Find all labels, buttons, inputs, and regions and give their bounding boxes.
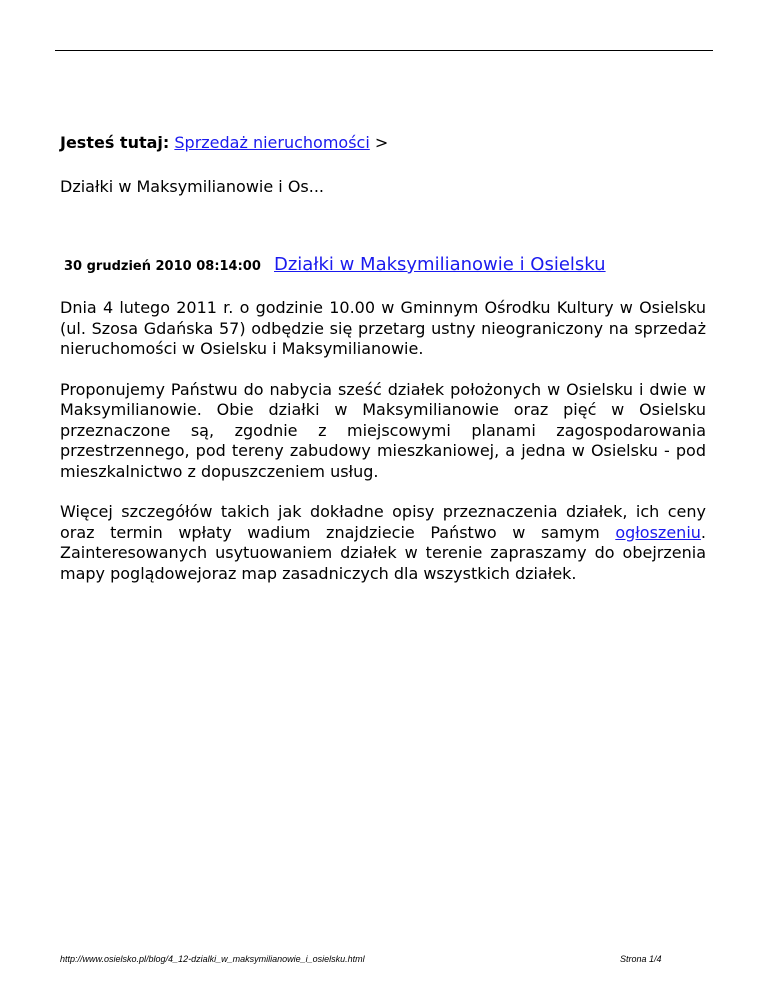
- breadcrumb-link-sprzedaz[interactable]: Sprzedaż nieruchomości: [174, 133, 370, 152]
- paragraph-3: [60, 502, 706, 584]
- paragraph-3-text-start: Więcej szczegółów takich jak dokładne opisy przeznaczenia działek, ich ceny oraz termin wpłaty wadium znajdziecie Państwo w samym: [60, 502, 706, 542]
- paragraph-2: Proponujemy Państwu do nabycia sześć działek położonych w Osielsku i dwie w Maksymilianowie. Obie działki w Maksymilianowie oraz pięć w Osielsku przeznaczone są, zgodnie z miejscowymi planami zagospodarowania przestrzennego, pod tereny zabudowy mieszkaniowej, a jedna w Osielsku - pod mieszkalnictwo z dopuszczeniem usług.: [60, 379, 706, 481]
- post-header: [64, 254, 606, 275]
- article-content: [60, 298, 706, 604]
- top-divider: [55, 50, 713, 51]
- post-date: 30 grudzień 2010 08:14:00: [64, 259, 261, 274]
- announcement-link[interactable]: ogłoszeniu: [615, 522, 701, 542]
- breadcrumb-separator: >: [374, 133, 389, 152]
- current-page-title: Działki w Maksymilianowie i Os...: [60, 177, 324, 196]
- footer-url: http://www.osielsko.pl/blog/4_12-dzialki_w_maksymilianowie_i_osielsku.html: [60, 954, 365, 964]
- footer-page-number: Strona 1/4: [620, 954, 662, 964]
- breadcrumb: [60, 132, 388, 154]
- paragraph-1: Dnia 4 lutego 2011 r. o godzinie 10.00 w Gminnym Ośrodku Kultury w Osielsku (ul. Szosa Gdańska 57) odbędzie się przetarg ustny nieograniczony na sprzedaż nieruchomości w Osielsku i Maksymilianowie.: [60, 298, 706, 358]
- paragraph-3-text-end: . Zainteresowanych usytuowaniem działek w terenie zapraszamy do obejrzenia mapy poglądowejoraz map zasadniczych dla wszystkich działek.: [60, 522, 706, 583]
- breadcrumb-label: Jesteś tutaj:: [60, 133, 170, 152]
- post-title-link[interactable]: Działki w Maksymilianowie i Osielsku: [274, 254, 606, 275]
